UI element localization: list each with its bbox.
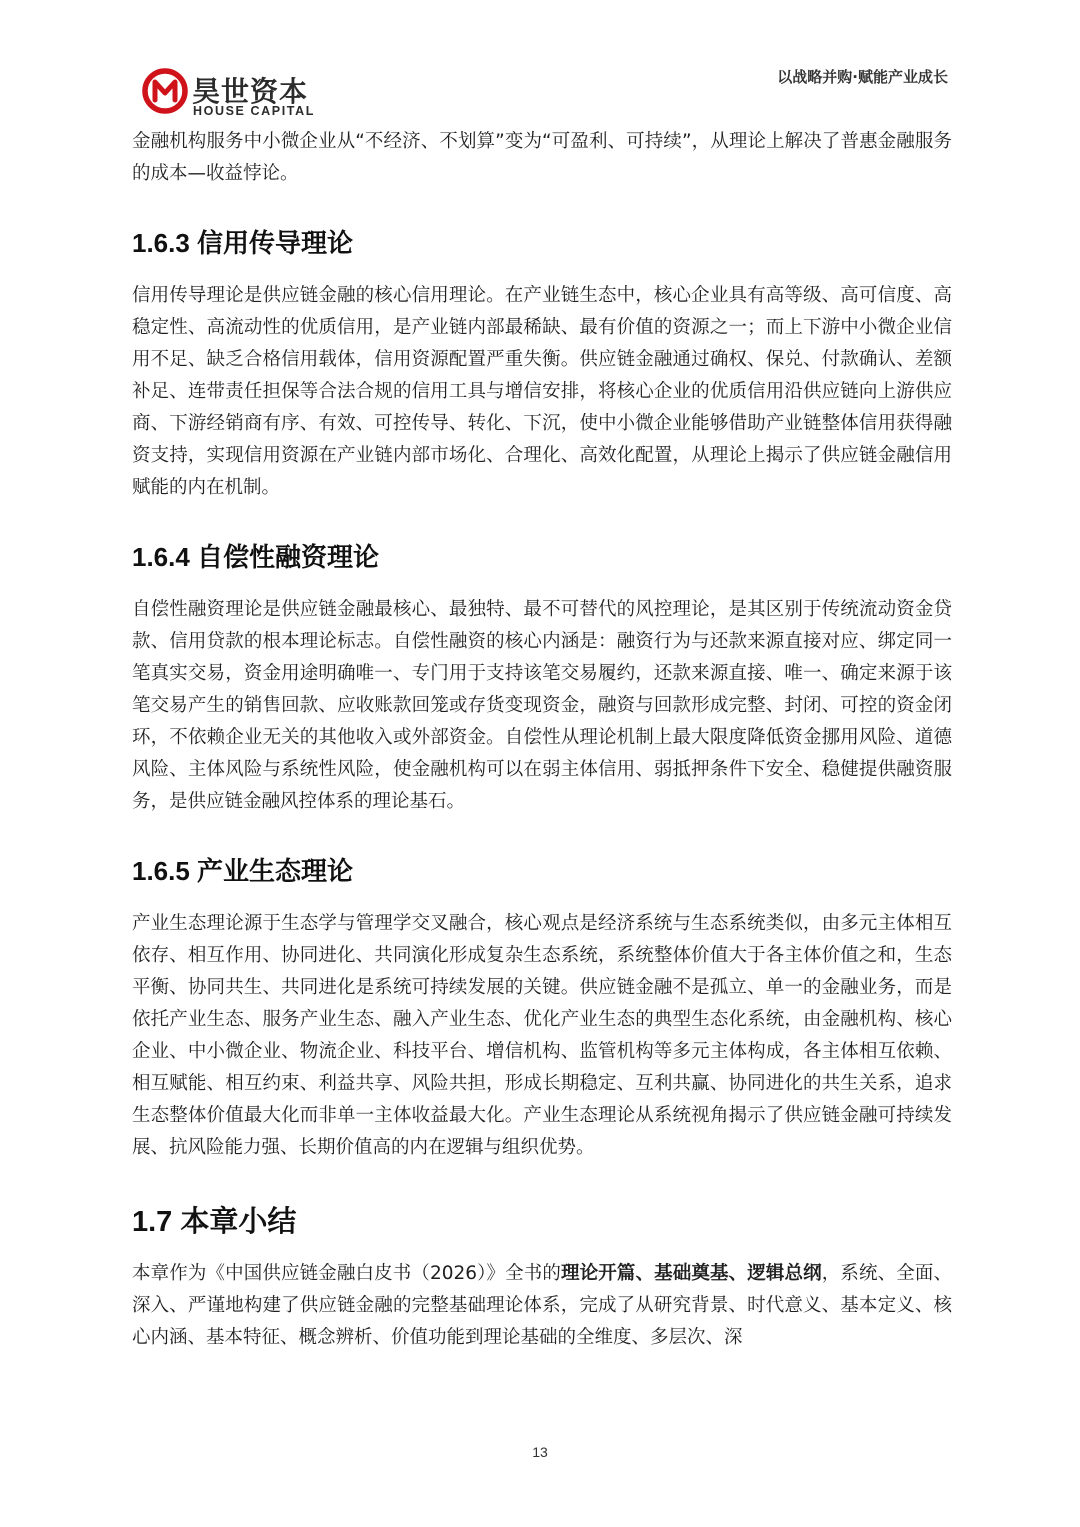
page-number: 13 <box>532 1444 548 1460</box>
summary-text-rest: ，系统、全面、深入、严谨地构建了供应链金融的完整基础理论体系，完成了从研究背景、时代意义、基本定义、核心内涵、基本特征、概念辨析、价值功能到理论基础的全维度、多层次、深 <box>132 1263 952 1348</box>
logo-mark-icon <box>142 68 188 114</box>
chapter-summary-paragraph <box>132 1258 952 1354</box>
page-content <box>132 126 952 1354</box>
logo-chinese-name: 昊世资本 <box>192 75 309 108</box>
company-logo <box>142 68 322 122</box>
logo-english-name: HOUSE CAPITAL <box>193 104 315 118</box>
summary-text-start: 本章作为《中国供应链金融白皮书（2026）》全书的 <box>132 1263 562 1284</box>
section-heading-1-6-4: 1.6.4 自偿性融资理论 <box>132 542 380 572</box>
section-paragraph-1-6-5: 产业生态理论源于生态学与管理学交叉融合，核心观点是经济系统与生态系统类似，由多元主体相互依存、相互作用、协同进化、共同演化形成复杂生态系统，系统整体价值大于各主体价值之和，生态平衡、协同共生、共同进化是系统可持续发展的关键。供应链金融不是孤立、单一的金融业务，而是依托产业生态、服务产业生态、融入产业生态、优化产业生态的典型生态化系统，由金融机构、核心企业、中小微企业、物流企业、科技平台、增信机构、监管机构等多元主体构成，各主体相互依赖、相互赋能、相互约束、利益共享、风险共担，形成长期稳定、互利共赢、协同进化的共生关系，追求生态整体价值最大化而非单一主体收益最大化。产业生态理论从系统视角揭示了供应链金融可持续发展、抗风险能力强、长期价值高的内在逻辑与组织优势。 <box>132 913 952 1158</box>
summary-text-emphasis: 理论开篇、基础奠基、逻辑总纲 <box>561 1263 822 1284</box>
page-header <box>0 0 1080 125</box>
section-heading-1-6-3: 1.6.3 信用传导理论 <box>132 228 354 258</box>
section-paragraph-1-6-3: 信用传导理论是供应链金融的核心信用理论。在产业链生态中，核心企业具有高等级、高可信度、高稳定性、高流动性的优质信用，是产业链内部最稀缺、最有价值的资源之一；而上下游中小微企业信用不足、缺乏合格信用载体，信用资源配置严重失衡。供应链金融通过确权、保兑、付款确认、差额补足、连带责任担保等合法合规的信用工具与增信安排，将核心企业的优质信用沿供应链向上游供应商、下游经销商有序、有效、可控传导、转化、下沉，使中小微企业能够借助产业链整体信用获得融资支持，实现信用资源在产业链内部市场化、合理化、高效化配置，从理论上揭示了供应链金融信用赋能的内在机制。 <box>132 285 952 498</box>
header-slogan: 以战略并购·赋能产业成长 <box>777 68 948 86</box>
intro-paragraph: 金融机构服务中小微企业从“不经济、不划算”变为“可盈利、可持续”，从理论上解决了普惠金融服务的成本—收益悖论。 <box>132 131 952 184</box>
section-heading-1-6-5: 1.6.5 产业生态理论 <box>132 856 354 886</box>
chapter-summary-heading: 1.7 本章小结 <box>132 1206 297 1238</box>
section-paragraph-1-6-4: 自偿性融资理论是供应链金融最核心、最独特、最不可替代的风控理论，是其区别于传统流动资金贷款、信用贷款的根本理论标志。自偿性融资的核心内涵是：融资行为与还款来源直接对应、绑定同一笔真实交易，资金用途明确唯一、专门用于支持该笔交易履约，还款来源直接、唯一、确定来源于该笔交易产生的销售回款、应收账款回笼或存货变现资金，融资与回款形成完整、封闭、可控的资金闭环，不依赖企业无关的其他收入或外部资金。自偿性从理论机制上最大限度降低资金挪用风险、道德风险、主体风险与系统性风险，使金融机构可以在弱主体信用、弱抵押条件下安全、稳健提供融资服务，是供应链金融风控体系的理论基石。 <box>132 599 952 812</box>
